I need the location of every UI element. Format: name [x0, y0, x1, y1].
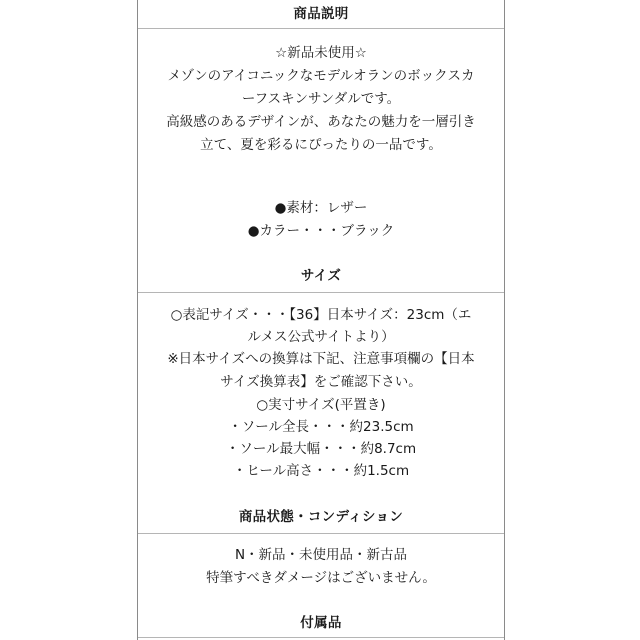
size-line: ・ソール全長・・・約23.5cm — [228, 419, 414, 435]
accessories-divider — [138, 637, 504, 638]
description-divider — [138, 28, 504, 29]
material-line: ●素材：レザー — [274, 200, 368, 216]
description-heading: 商品説明 — [293, 6, 349, 22]
condition-heading: 商品状態・コンディション — [238, 509, 404, 525]
condition-line: N・新品・未使用品・新古品 — [234, 547, 408, 563]
color-line: ●カラー・・・ブラック — [247, 223, 395, 239]
size-line: ルメス公式サイトより） — [247, 329, 395, 345]
size-divider — [138, 292, 504, 293]
size-line: ※日本サイズへの換算は下記、注意事項欄の【日本 — [167, 351, 475, 367]
size-line: ・ソール最大幅・・・約8.7cm — [225, 441, 417, 457]
product-info-panel — [137, 0, 505, 640]
description-line: 立て、夏を彩るにぴったりの一品です。 — [200, 137, 442, 153]
size-line: ○実寸サイズ(平置き) — [256, 397, 386, 413]
description-line: ーフスキンサンダルです。 — [241, 91, 401, 107]
description-line: ☆新品未使用☆ — [275, 45, 367, 61]
condition-divider — [138, 533, 504, 534]
description-line: 高級感のあるデザインが、あなたの魅力を一層引き — [166, 114, 476, 130]
size-heading: サイズ — [300, 268, 342, 284]
size-line: サイズ換算表】をご確認下さい。 — [220, 374, 422, 390]
size-line: ○表記サイズ・・・【36】日本サイズ：23cm（エ — [170, 307, 472, 323]
condition-line: 特筆すべきダメージはございません。 — [206, 570, 436, 586]
accessories-heading: 付属品 — [300, 615, 342, 631]
size-line: ・ヒール高さ・・・約1.5cm — [232, 463, 410, 479]
description-line: メゾンのアイコニックなモデルオランのボックスカ — [167, 68, 475, 84]
